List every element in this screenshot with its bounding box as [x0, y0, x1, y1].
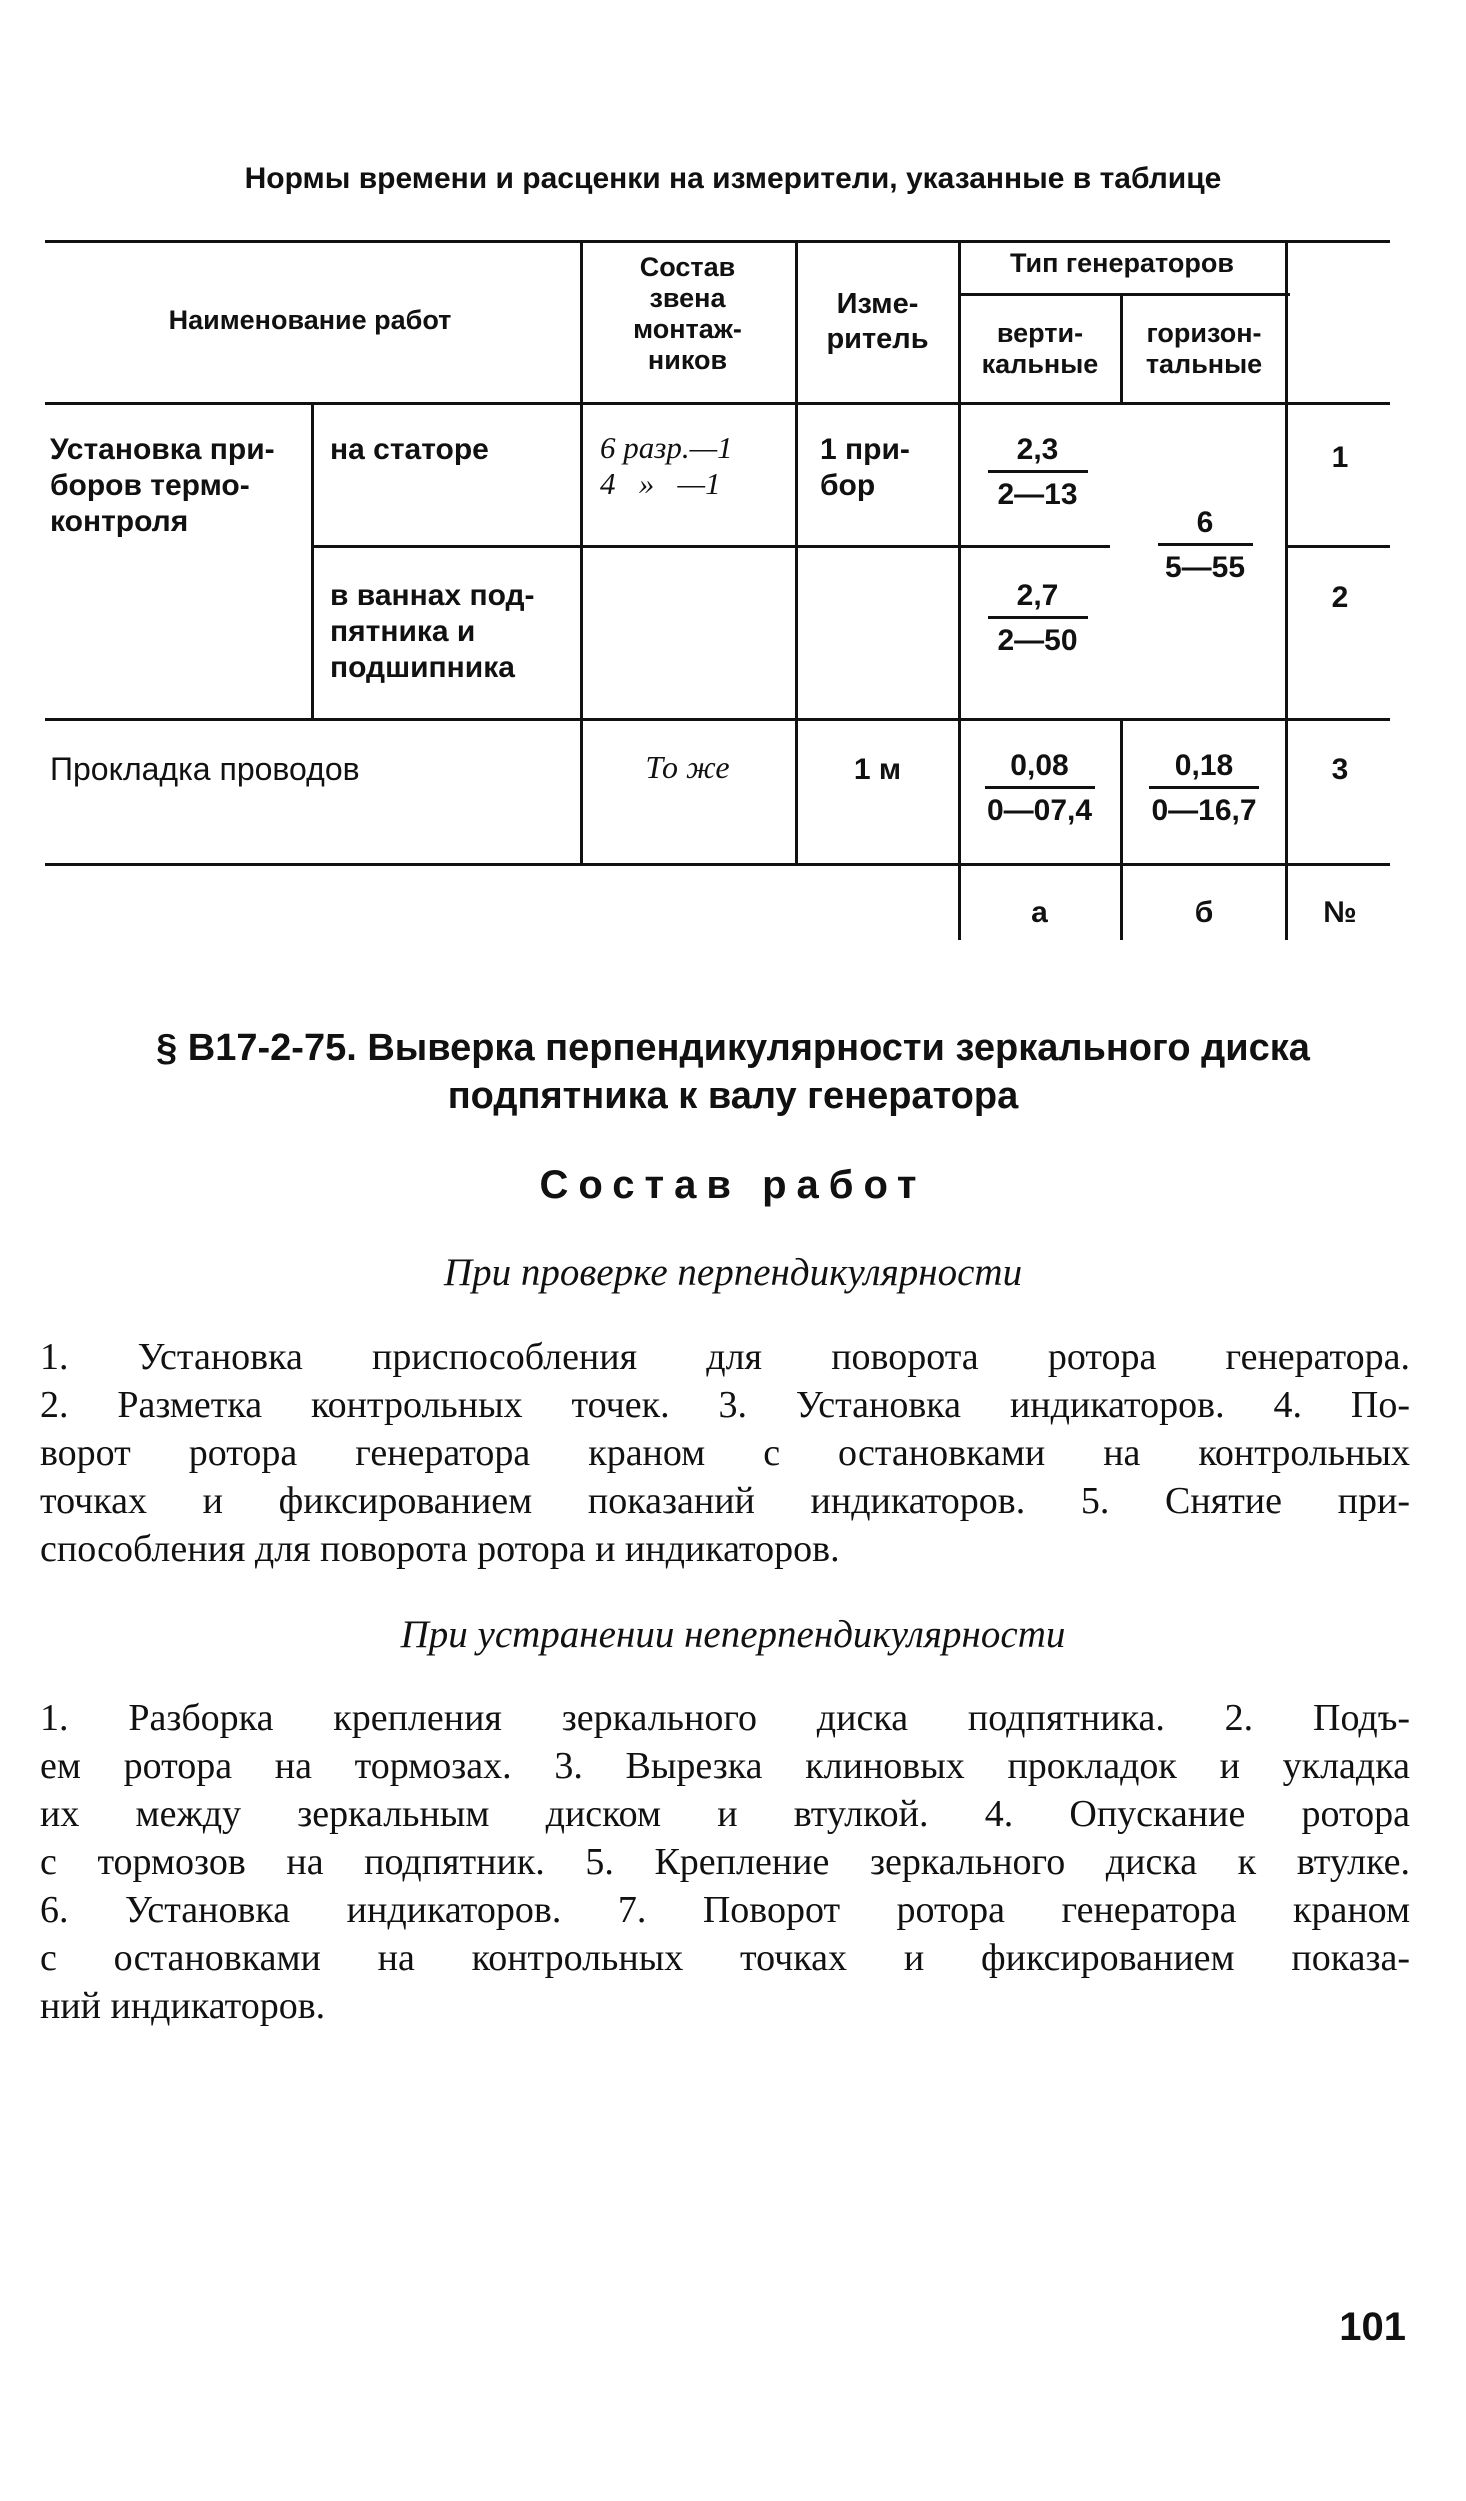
table-top-border — [45, 240, 1390, 243]
row1-unit — [820, 432, 950, 504]
fraction-bar — [985, 786, 1095, 789]
fraction-denominator: 0—07,4 — [986, 794, 1093, 827]
header-vertical-line: кальные — [981, 349, 1099, 379]
fraction-bar — [988, 470, 1088, 473]
header-vertical — [962, 318, 1118, 380]
row1-work-name — [50, 432, 310, 540]
col-divider-horizontal — [1120, 293, 1123, 402]
row2-unit: 1 м — [853, 753, 902, 786]
row2-horizontal — [1124, 748, 1284, 829]
header-crew — [585, 252, 790, 376]
row1-sub-baths-line: в ваннах под- — [330, 579, 535, 612]
row1-work-name-line: Установка при- — [50, 433, 275, 466]
row1-unit-line: бор — [820, 469, 876, 502]
col-divider-crew — [580, 240, 583, 863]
section-title — [0, 1024, 1466, 1120]
header-crew-line: ников — [647, 345, 728, 375]
header-crew-line: монтаж- — [633, 314, 742, 344]
row1-unit-line: 1 при- — [820, 433, 910, 466]
row2-number: 3 — [1331, 753, 1349, 786]
header-bottom-border — [45, 402, 1390, 405]
paragraph-line: 1. Разборка крепления зеркального диска подпятника. 2. Подъ- — [40, 1697, 1410, 1739]
col-divider-unit — [795, 240, 798, 863]
fraction-bar — [988, 616, 1088, 619]
section-subtitle: Состав работ — [539, 1163, 927, 1207]
fraction-numerator: 2,3 — [1016, 433, 1059, 466]
fraction-numerator: 0,08 — [1010, 749, 1069, 782]
row1-crew — [600, 430, 785, 502]
col-divider-sub — [311, 402, 314, 718]
footer-col-a: а — [1031, 896, 1048, 929]
table-caption: Нормы времени и расценки на измерители, указанные в таблице — [244, 162, 1222, 195]
paragraph-line: способления для поворота ротора и индикаторов. — [40, 1528, 840, 1570]
header-horizontal — [1124, 318, 1284, 380]
row1-bottom-border — [45, 718, 1390, 721]
fraction-denominator: 0—16,7 — [1151, 794, 1257, 827]
paragraph-line: 2. Разметка контрольных точек. 3. Установка индикаторов. 4. По- — [40, 1384, 1410, 1426]
section-title-line: подпятника к валу генератора — [447, 1075, 1019, 1117]
check-paragraph — [40, 1333, 1410, 1573]
row1-work-name-line: контроля — [50, 505, 189, 538]
col-divider-number — [1285, 240, 1288, 940]
fraction-denominator: 2—50 — [997, 624, 1078, 657]
header-work-name: Наименование работ — [168, 305, 452, 335]
paragraph-line: с остановками на контрольных точках и фиксированием показа- — [40, 1937, 1410, 1979]
col-divider-horizontal-lower — [1120, 718, 1123, 940]
row1-number-2: 2 — [1331, 581, 1349, 614]
footer-col-number: № — [1323, 896, 1357, 929]
row1-sub-baths — [330, 578, 575, 686]
paragraph-line: ний индикаторов. — [40, 1985, 326, 2027]
col-divider-vertical — [958, 240, 961, 940]
footer-col-b: б — [1194, 896, 1214, 929]
gen-type-underline — [960, 293, 1290, 296]
row1-work-name-line: боров термо- — [50, 469, 250, 502]
fraction-denominator: 2—13 — [997, 478, 1078, 511]
header-unit — [800, 287, 955, 357]
paragraph-line: 6. Установка индикаторов. 7. Поворот ротора генератора краном — [40, 1889, 1410, 1931]
fix-heading: При устранении неперпендикулярности — [400, 1613, 1066, 1656]
row1-split-line — [313, 545, 1110, 548]
row1-vertical-baths — [970, 578, 1105, 659]
row1-split-line-right — [1285, 545, 1390, 548]
header-horizontal-line: горизон- — [1146, 318, 1262, 348]
fraction-numerator: 2,7 — [1016, 579, 1059, 612]
header-unit-line: ритель — [826, 323, 929, 355]
paragraph-line: точках и фиксированием показаний индикаторов. 5. Снятие при- — [40, 1480, 1410, 1522]
header-crew-line: звена — [649, 283, 726, 313]
row2-vertical — [962, 748, 1117, 829]
fraction-bar — [1149, 786, 1259, 789]
row1-crew-line: 6 разр.—1 — [600, 430, 733, 465]
row1-vertical-stator — [970, 432, 1105, 513]
fraction-bar — [1158, 543, 1253, 546]
check-heading: При проверке перпендикулярности — [443, 1251, 1023, 1294]
row2-crew: То же — [645, 749, 730, 785]
row1-sub-baths-line: подшипника — [330, 651, 515, 684]
paragraph-line: ем ротора на тормозах. 3. Вырезка клиновых прокладок и укладка — [40, 1745, 1410, 1787]
row1-sub-baths-line: пятника и — [330, 615, 476, 648]
header-crew-line: Состав — [639, 252, 736, 282]
section-title-line: § В17-2-75. Выверка перпендикулярности зеркального диска — [156, 1027, 1310, 1069]
row1-crew-line: 4 » —1 — [600, 466, 721, 501]
row1-sub-stator: на статоре — [330, 433, 489, 466]
header-unit-line: Изме- — [836, 288, 919, 320]
header-horizontal-line: тальные — [1145, 349, 1263, 379]
paragraph-line: с тормозов на подпятник. 5. Крепление зеркального диска к втулке. — [40, 1841, 1410, 1883]
paragraph-line: их между зеркальным диском и втулкой. 4. Опускание ротора — [40, 1793, 1410, 1835]
fraction-numerator: 0,18 — [1174, 749, 1234, 782]
page-number: 101 — [1339, 2305, 1406, 2349]
fix-paragraph — [40, 1694, 1410, 2030]
fraction-numerator: 6 — [1196, 506, 1214, 539]
row2-work-name: Прокладка проводов — [50, 751, 360, 787]
row1-horizontal — [1130, 505, 1280, 586]
table-bottom-border — [45, 863, 1390, 866]
header-vertical-line: верти- — [996, 318, 1084, 348]
paragraph-line: ворот ротора генератора краном с остановками на контрольных — [40, 1432, 1410, 1474]
row1-number-1: 1 — [1331, 441, 1349, 474]
fraction-denominator: 5—55 — [1164, 551, 1246, 584]
header-gen-type: Тип генераторов — [1010, 248, 1234, 278]
paragraph-line: 1. Установка приспособления для поворота ротора генератора. — [40, 1336, 1410, 1378]
